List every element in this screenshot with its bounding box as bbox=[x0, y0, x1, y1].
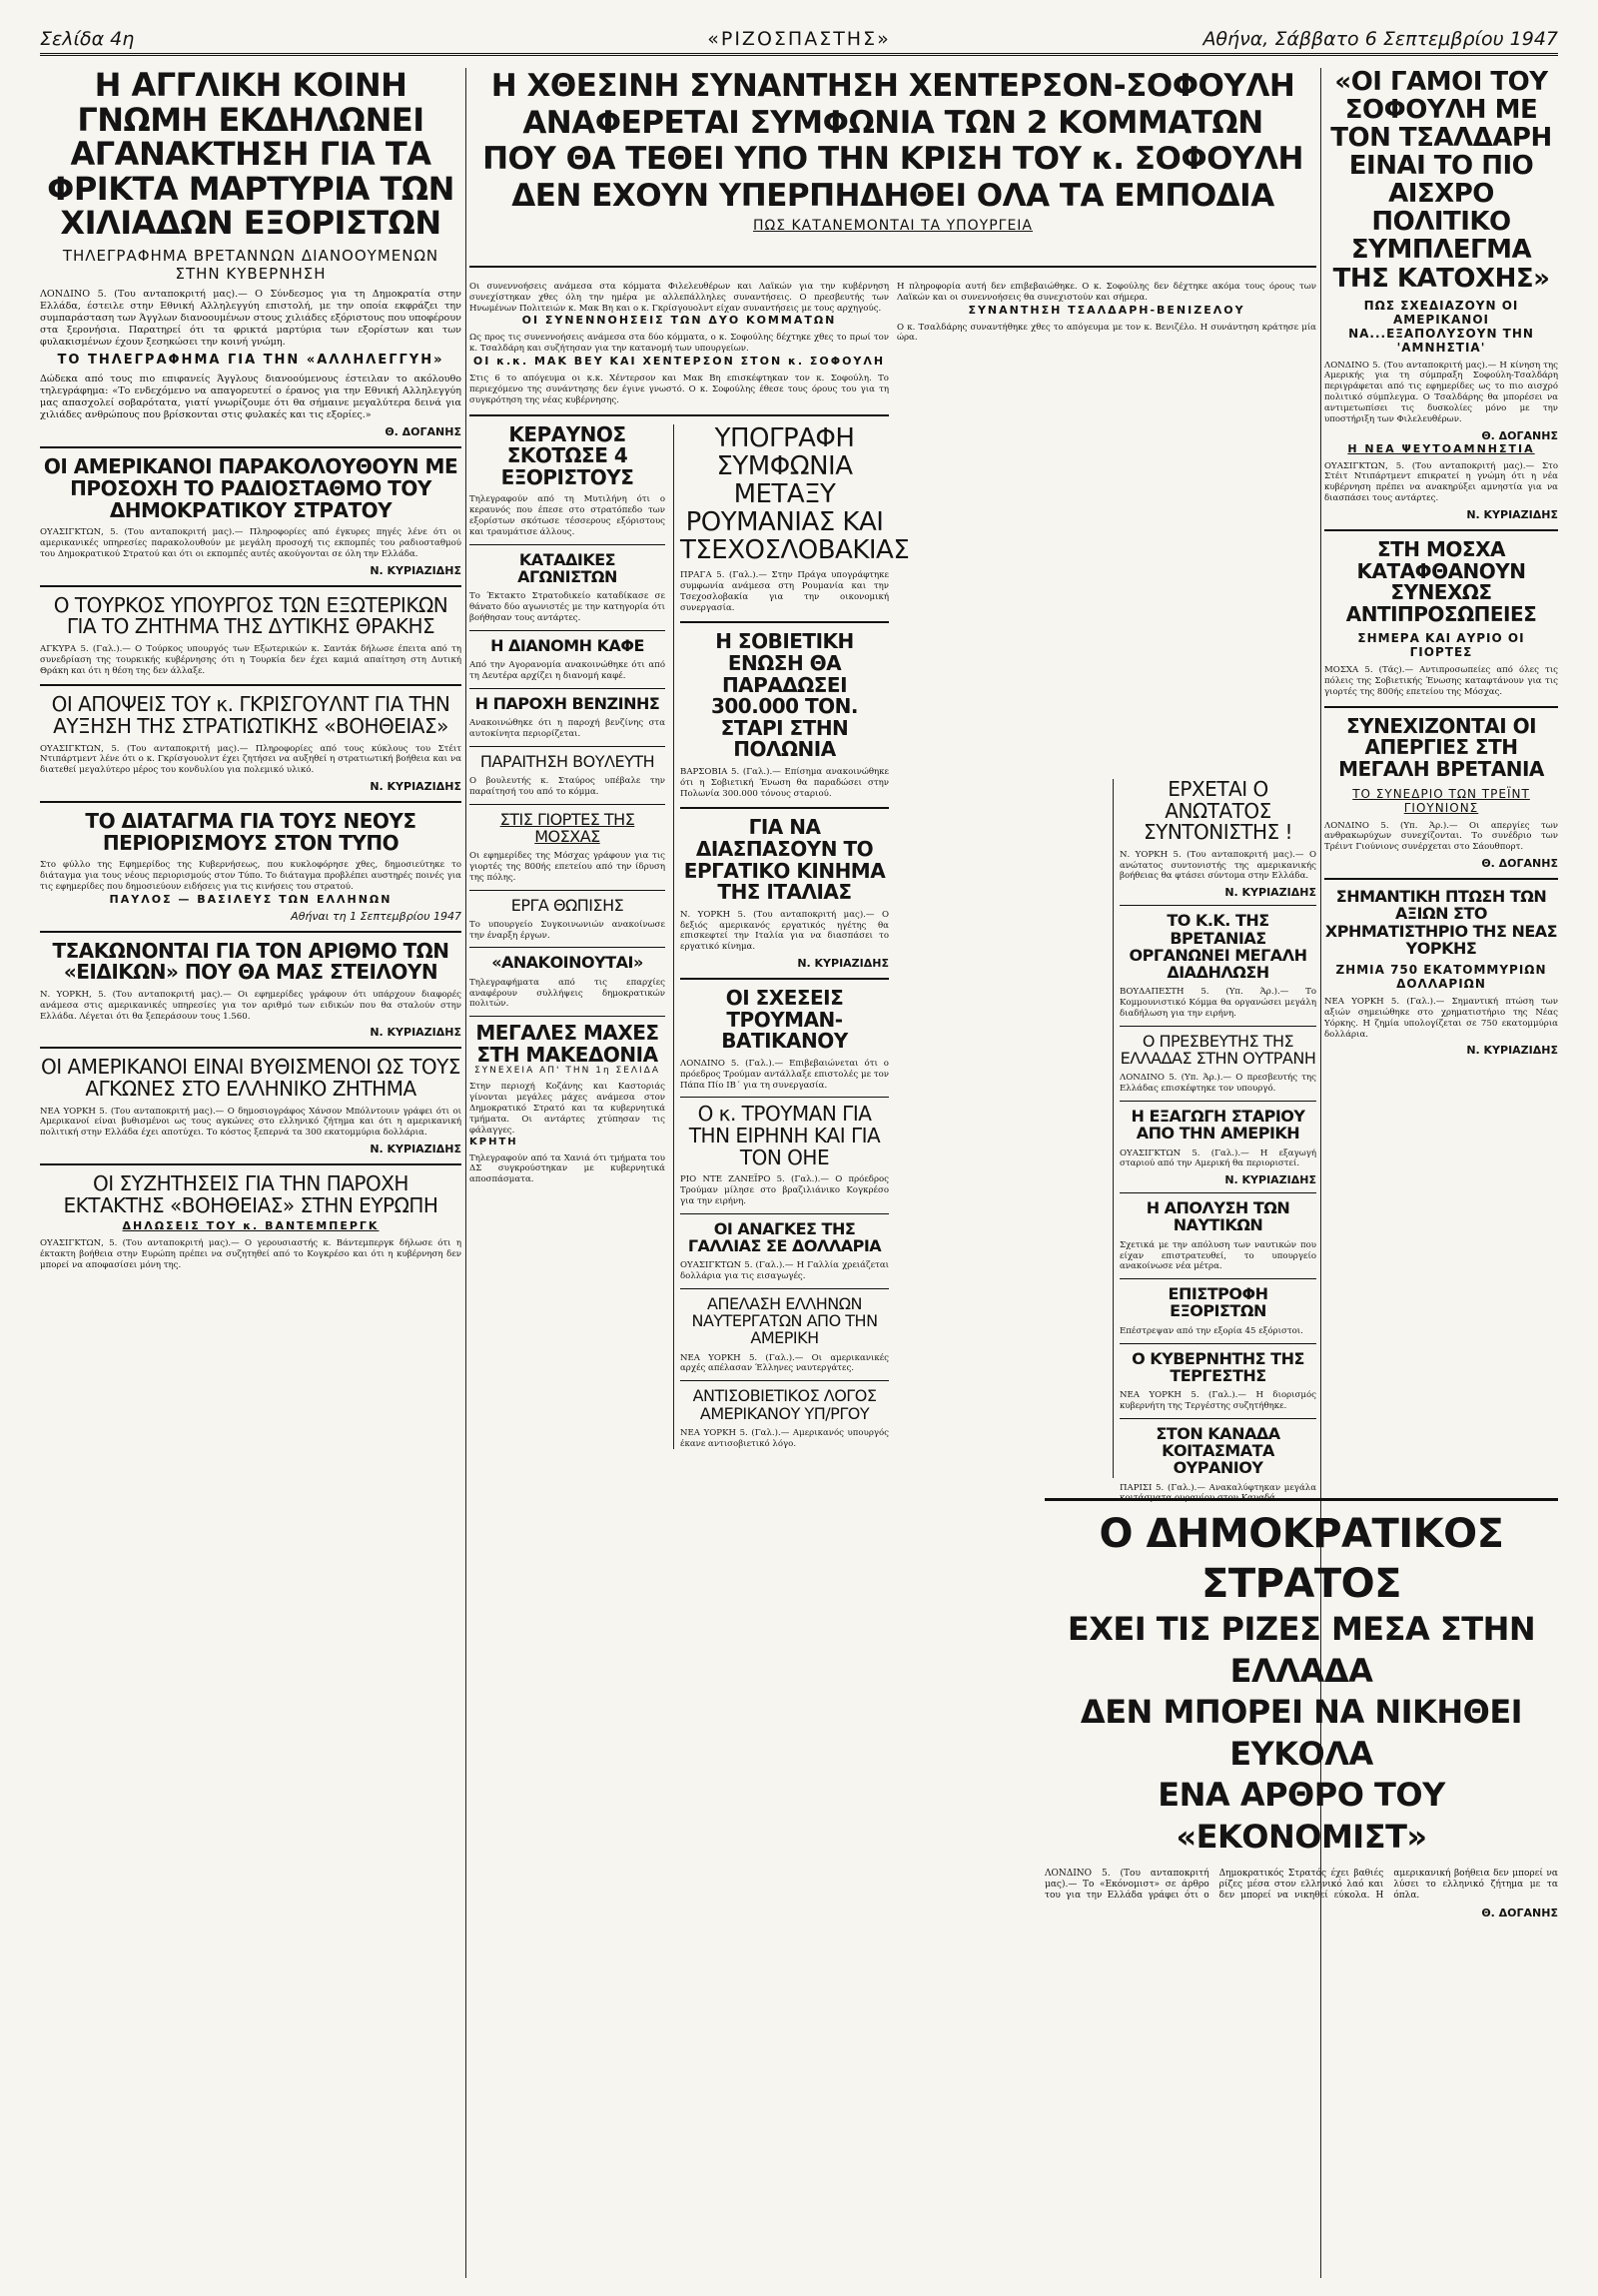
headline: ΣΤΗ ΜΟΣΧΑ ΚΑΤΑΦΘΑΝΟΥΝ ΣΥΝΕΧΩΣ ΑΝΤΙΠΡΟΣΩΠΕΙΕΣ bbox=[1345, 536, 1537, 626]
banner-line: ΠΟΥ ΘΑ ΤΕΘΕΙ ΥΠΟ ΤΗΝ ΚΡΙΣΗ ΤΟΥ κ. ΣΟΦΟΥΛΗ bbox=[482, 141, 1303, 178]
subheadline: ΣΗΜΕΡΑ ΚΑΙ ΑΥΡΙΟ ΟΙ ΓΙΟΡΤΕΣ bbox=[1357, 631, 1525, 660]
headline: ΕΠΙΣΤΡΟΦΗ ΕΞΟΡΙΣΤΩΝ bbox=[1168, 1284, 1268, 1321]
byline: Θ. ΔΟΓΑΝΗΣ bbox=[1481, 857, 1558, 871]
article-democratic-army bbox=[1045, 1498, 1558, 2277]
divider bbox=[40, 1047, 461, 1049]
divider bbox=[469, 947, 665, 948]
article-body: Τηλεγραφούν από τη Μυτιλήνη ότι ο κεραυνός που έπεσε στο στρατόπεδο των εξορίστων σκότωσε τέσσερους εξόριστους και τραυμάτισε άλλους. bbox=[469, 494, 665, 537]
article-body: ΒΟΥΔΑΠΕΣΤΗ 5. (Υπ. Άρ.).— Το Κομμουνιστικό Κόμμα θα οργανώσει μεγάλη διαδήλωση για την ειρήνη. bbox=[1120, 987, 1316, 1019]
article-body: Ως προς τις συνεννοήσεις ανάμεσα στα δύο κόμματα, ο κ. Σοφούλης δέχτηκε χθες το πρωί τον κ. Τσαλδάρη και συζήτησαν για την κατανομή των υπουργείων. bbox=[469, 333, 889, 355]
article-body: ΛΟΝΔΙΝΟ 5. (Γαλ.).— Επιβεβαιώνεται ότι ο πρόεδρος Τρούμαν αντάλλαξε επιστολές με τον Πάπα Πίο ΙΒ΄ για τη συνεργασία. bbox=[680, 1058, 889, 1091]
front-banner bbox=[469, 68, 1316, 268]
byline: Ν. ΚΥΡΙΑΖΙΔΗΣ bbox=[370, 563, 461, 577]
section-subhead: ΟΙ κ.κ. ΜΑΚ ΒΕΥ ΚΑΙ ΧΕΝΤΕΡΣΟΝ ΣΤΟΝ κ. ΣΟΦΟΥΛΗ bbox=[472, 355, 886, 369]
article-meeting-continued bbox=[469, 282, 889, 406]
headline: ΚΑΤΑΔΙΚΕΣ ΑΓΩΝΙΣΤΩΝ bbox=[517, 549, 617, 586]
section-subhead: ΟΙ ΣΥΝΕΝΝΟΗΣΕΙΣ ΤΩΝ ΔΥΟ ΚΟΜΜΑΤΩΝ bbox=[521, 314, 837, 328]
section-subhead: ΣΥΝΑΝΤΗΣΗ ΤΣΑΛΔΑΡΗ-ΒΕΝΙΖΕΛΟΥ bbox=[968, 303, 1245, 317]
divider bbox=[680, 621, 889, 623]
headline: ΜΕΓΑΛΕΣ ΜΑΧΕΣ ΣΤΗ ΜΑΚΕΔΟΝΙΑ bbox=[475, 1021, 659, 1067]
article-body: ΝΕΑ ΥΟΡΚΗ 5. (Του ανταποκριτή μας).— Ο δημοσιογράφος Χάνσον Μπόλντουιν γράφει ότι οι Αμερικανοί είναι βυθισμένοι ως τους αγκώνες στο ελληνικό ζήτημα και ότι η αμερικανική πολιτική στην Ελλάδα έχει αποτύχει. Το κόστος ξεπερνά τα 300 εκατομμύρια δολλάρια. bbox=[40, 1106, 461, 1139]
headline: ΕΧΕΙ ΤΙΣ ΡΙΖΕΣ ΜΕΣΑ ΣΤΗΝ ΕΛΛΑΔΑ bbox=[1067, 1610, 1536, 1690]
article-body: ΛΟΝΔΙΝΟ 5. (Του ανταποκριτή μας).— Ο Σύνδεσμος για τη Δημοκρατία στην Ελλάδα, έστειλε στην Εθνική Αλληλεγγύη επιστολή, με την οποία εκφράζει την συμπαράσταση των Άγγλων διανοουμένων στους χιλιάδες εξόριστους που υποφέρουν στα ξερονήσια. Παρατηρεί ότι τα φρικτά μαρτύρια των εξορίστων και των φυλακισμένων έχουν ξεσηκώσει την κοινή γνώμη. bbox=[40, 288, 461, 349]
headline: ΟΙ ΑΜΕΡΙΚΑΝΟΙ ΕΙΝΑΙ ΒΥΘΙΣΜΕΝΟΙ ΩΣ ΤΟΥΣ ΑΓΚΩΝΕΣ ΣΤΟ ΕΛΛΗΝΙΚΟ ΖΗΤΗΜΑ bbox=[41, 1055, 460, 1101]
headline: ΣΤΙΣ ΓΙΟΡΤΕΣ ΤΗΣ ΜΟΣΧΑΣ bbox=[499, 809, 635, 846]
article-body: ΟΥΑΣΙΓΚΤΩΝ, 5. (Του ανταποκριτή μας).— Στο Στέιτ Ντιπάρτμεντ επικρατεί η γνώμη ότι η νέα κυβέρνηση πρέπει να ανακηρύξει αμνηστία για να διασπάσει τους αντάρτες. bbox=[1324, 460, 1558, 504]
article-body: Το υπουργείο Συγκοινωνιών ανακοίνωσε την έναρξη έργων. bbox=[469, 919, 665, 941]
headline: ΣΥΝΕΧΙΖΟΝΤΑΙ ΟΙ ΑΠΕΡΓΙΕΣ ΣΤΗ ΜΕΓΑΛΗ ΒΡΕΤΑΝΙΑ bbox=[1338, 713, 1544, 781]
banner-line: ΑΝΑΦΕΡΕΤΑΙ ΣΥΜΦΩΝΙΑ ΤΩΝ 2 ΚΟΜΜΑΤΩΝ bbox=[522, 104, 1263, 141]
divider bbox=[680, 1213, 889, 1214]
byline: Ν. ΚΥΡΙΑΖΙΔΗΣ bbox=[1466, 1044, 1558, 1058]
headline: ΟΙ ΣΥΖΗΤΗΣΕΙΣ ΓΙΑ ΤΗΝ ΠΑΡΟΧΗ ΕΚΤΑΚΤΗΣ «ΒΟΗΘΕΙΑΣ» ΣΤΗΝ ΕΥΡΩΠΗ bbox=[63, 1171, 438, 1217]
divider bbox=[1120, 1418, 1316, 1419]
headline: «ΑΝΑΚΟΙΝΟΥΤΑΙ» bbox=[491, 953, 643, 973]
divider bbox=[1120, 1343, 1316, 1344]
banner-line: Η ΧΘΕΣΙΝΗ ΣΥΝΑΝΤΗΣΗ ΧΕΝΤΕΡΣΟΝ-ΣΟΦΟΥΛΗ bbox=[490, 68, 1295, 104]
divider bbox=[469, 804, 665, 805]
newspaper-title: «ΡΙΖΟΣΠΑΣΤΗΣ» bbox=[707, 28, 891, 50]
article-body: ΝΕΑ ΥΟΡΚΗ 5. (Γαλ.).— Αμερικανός υπουργός έκανε αντισοβιετικό λόγο. bbox=[680, 1427, 889, 1449]
column-1 bbox=[40, 68, 461, 2278]
article-body: Το Έκτακτο Στρατοδικείο καταδίκασε σε θάνατο δύο αγωνιστές με την κατηγορία ότι βοήθησαν τους αντάρτες. bbox=[469, 591, 665, 623]
article-radio bbox=[40, 456, 461, 576]
subheadline: ΖΗΜΙΑ 750 ΕΚΑΤΟΜΜΥΡΙΩΝ ΔΟΛΛΑΡΙΩΝ bbox=[1335, 963, 1547, 992]
section-subhead: ΚΡΗΤΗ bbox=[469, 1136, 518, 1148]
headline: ΠΑΡΑΙΤΗΣΗ ΒΟΥΛΕΥΤΗ bbox=[479, 751, 655, 771]
headline: ΔΕΝ ΜΠΟΡΕΙ ΝΑ ΝΙΚΗΘΕΙ ΕΥΚΟΛΑ bbox=[1080, 1693, 1523, 1773]
article-body: ΟΥΑΣΙΓΚΤΩΝ 5. (Γαλ.).— Η εξαγωγή σταριού από την Αμερική θα περιοριστεί. bbox=[1120, 1148, 1316, 1169]
decree-date: Αθήναι τη 1 Σεπτεμβρίου 1947 bbox=[291, 909, 461, 923]
divider bbox=[680, 1288, 889, 1289]
byline: Ν. ΚΥΡΙΑΖΙΔΗΣ bbox=[370, 780, 461, 794]
byline: Ν. ΚΥΡΙΑΖΙΔΗΣ bbox=[797, 957, 889, 971]
article-body: Ο κ. Τσαλδάρης συναντήθηκε χθες το απόγευμα με τον κ. Βενιζέλο. Η συνάντηση κράτησε μία ώρα. bbox=[897, 322, 1316, 344]
byline: Ν. ΚΥΡΙΑΖΙΔΗΣ bbox=[1224, 886, 1316, 900]
article-specialists bbox=[40, 938, 461, 1040]
article-body: ΛΟΝΔΙΝΟ 5. (Του ανταποκριτή μας).— Το «Εκόνομιστ» σε άρθρο του για την Ελλάδα γράφει ότι ο Δημοκρατικός Στρατός έχει βαθιές ρίζες μέσα στον ελληνικό λαό και δεν μπορεί να νικηθεί εύκολα. Η αμερικανική βοήθεια δεν μπορεί να λύσει το ελληνικό ζήτημα με τα όπλα. bbox=[1045, 1868, 1558, 1902]
divider bbox=[680, 1380, 889, 1381]
byline: Θ. ΔΟΓΑΝΗΣ bbox=[1481, 428, 1558, 442]
headline: ΣΤΟΝ ΚΑΝΑΔΑ ΚΟΙΤΑΣΜΑΤΑ ΟΥΡΑΝΙΟΥ bbox=[1156, 1423, 1280, 1478]
article-body: Στις 6 το απόγευμα οι κ.κ. Χέντερσον και Μακ Βη επισκέφτηκαν τον κ. Σοφούλη. Το περιεχόμενο της συνάντησης δεν έγινε γνωστό. Ο κ. Σοφούλης έθεσε τους όρους του για τη συγκρότηση της νέας κυβέρνησης. bbox=[469, 374, 889, 405]
column-4 bbox=[1324, 68, 1558, 1486]
banner-line: ΔΕΝ ΕΧΟΥΝ ΥΠΕΡΠΗΔΗΘΕΙ ΟΛΑ ΤΑ ΕΜΠΟΔΙΑ bbox=[511, 177, 1274, 214]
divider bbox=[469, 746, 665, 747]
headline: ΤΟ Κ.Κ. ΤΗΣ ΒΡΕΤΑΝΙΑΣ ΟΡΓΑΝΩΝΕΙ ΜΕΓΑΛΗ ΔΙΑΔΗΛΩΣΗ bbox=[1129, 911, 1307, 983]
headline: ΓΙΑ ΝΑ ΔΙΑΣΠΑΣΟΥΝ ΤΟ ΕΡΓΑΤΙΚΟ ΚΙΝΗΜΑ ΤΗΣ ΙΤΑΛΙΑΣ bbox=[683, 815, 886, 905]
article-body: Στην περιοχή Κοζάνης και Καστοριάς γίνονται μεγάλες μάχες ανάμεσα στον Δημοκρατικό Στρατό και τα κυβερνητικά τμήματα. Οι αντάρτες χτύπησαν τις φάλαγγες. bbox=[469, 1082, 665, 1136]
article-body: Από την Αγορανομία ανακοινώθηκε ότι από τη Δευτέρα αρχίζει η διανομή καφέ. bbox=[469, 660, 665, 681]
article-body: ΑΓΚΥΡΑ 5. (Γαλ.).— Ο Τούρκος υπουργός των Εξωτερικών κ. Σαντάκ δήλωσε έπειτα από τη συνεδρίαση της τουρκικής κυβέρνησης ότι η Τουρκία δεν έχει καμιά απαίτηση στη Δυτική Θράκη και ότι η θέση της δεν άλλαξε. bbox=[40, 643, 461, 676]
article-body: ΛΟΝΔΙΝΟ 5. (Του ανταποκριτή μας).— Η κίνηση της Αμερικής για τη σύμπραξη Σοφούλη-Τσαλδάρη περιγράφεται από τις εφημερίδες ως το πιο αισχρό πολιτικό σύμπλεγμα. Ο Τσαλδάρης θα μπορέσει να αντιμετωπίσει τις δυσκολίες μόνο με την υποστήριξη των Φιλελευθέρων. bbox=[1324, 360, 1558, 424]
headline: Η ΣΟΒΙΕΤΙΚΗ ΕΝΩΣΗ ΘΑ ΠΑΡΑΔΩΣΕΙ 300.000 ΤΟΝ. ΣΤΑΡΙ ΣΤΗΝ ΠΟΛΩΝΙΑ bbox=[710, 629, 859, 762]
article-body: Επέστρεψαν από την εξορία 45 εξόριστοι. bbox=[1120, 1325, 1303, 1336]
divider bbox=[680, 807, 889, 809]
divider bbox=[1120, 1278, 1316, 1279]
byline: Ν. ΚΥΡΙΑΖΙΔΗΣ bbox=[1224, 1173, 1316, 1187]
headline: ΤΣΑΚΩΝΟΝΤΑΙ ΓΙΑ ΤΟΝ ΑΡΙΘΜΟ ΤΩΝ «ΕΙΔΙΚΩΝ» ΠΟΥ ΘΑ ΜΑΣ ΣΤΕΙΛΟΥΝ bbox=[52, 938, 449, 985]
article-body: Τηλεγραφήματα από τις επαρχίες αναφέρουν συλλήψεις δημοκρατικών πολιτών. bbox=[469, 977, 665, 1010]
article-exiles bbox=[40, 68, 461, 438]
decree-signature: ΠΑΥΛΟΣ — ΒΑΣΙΛΕΥΣ ΤΩΝ ΕΛΛΗΝΩΝ bbox=[109, 892, 393, 906]
article-body: Ο βουλευτής κ. Σταύρος υπέβαλε την παραίτησή του από το κόμμα. bbox=[469, 775, 665, 797]
headline: Ο κ. ΤΡΟΥΜΑΝ ΓΙΑ ΤΗΝ ΕΙΡΗΝΗ ΚΑΙ ΓΙΑ ΤΟΝ ΟΗΕ bbox=[688, 1102, 881, 1169]
column-3-right-stack bbox=[1113, 777, 1316, 1504]
col2-left-stack bbox=[469, 421, 665, 1450]
article-body: Ν. ΥΟΡΚΗ 5. (Του ανταποκριτή μας).— Ο ανώτατος συντονιστής της αμερικανικής βοήθειας θα φτάσει σύντομα στην Ελλάδα. bbox=[1120, 849, 1316, 882]
divider bbox=[1120, 1192, 1316, 1193]
divider bbox=[469, 414, 889, 416]
article-body: ΟΥΑΣΙΓΚΤΩΝ, 5. (Του ανταποκριτή μας).— Πληροφορίες από έγκυρες πηγές λένε ότι οι αμερικανικές υπηρεσίες παρακολουθούν με μεγάλη προσοχή τις εκπομπές του ραδιοσταθμού του Δημοκρατικού Στρατού και ότι οι εκπομπές αυτές ακούγονται σε όλη την Ελλάδα. bbox=[40, 527, 461, 559]
divider bbox=[1324, 529, 1558, 531]
subheadline: ΤΟ ΣΥΝΕΔΡΙΟ ΤΩΝ ΤΡΕΪΝΤ ΓΙΟΥΝΙΟΝΣ bbox=[1352, 786, 1530, 815]
subheadline: ΠΩΣ ΣΧΕΔΙΑΖΟΥΝ ΟΙ ΑΜΕΡΙΚΑΝΟΙ ΝΑ...ΕΞΑΠΟΛΥΣΟΥΝ ΤΗΝ 'ΑΜΝΗΣΤΙΑ' bbox=[1348, 298, 1534, 355]
divider bbox=[40, 585, 461, 587]
col3-embedded-left bbox=[673, 422, 910, 1450]
banner-subhead: ΠΩΣ ΚΑΤΑΝΕΜΟΝΤΑΙ ΤΑ ΥΠΟΥΡΓΕΙΑ bbox=[752, 218, 1034, 235]
byline: Ν. ΚΥΡΙΑΖΙΔΗΣ bbox=[370, 1026, 461, 1040]
article-body: Οι συνεννοήσεις ανάμεσα στα κόμματα Φιλελευθέρων και Λαϊκών για την κυβέρνηση συνεχίστηκαν χθες όλη την ημέρα με αλλεπάλληλες συναντήσεις. Ο πρεσβευτής των Ηνωμένων Πολιτειών κ. Μακ Βη και ο κ. Γκρίσγουολντ είχαν συναντήσεις με τους αρχηγούς. bbox=[469, 282, 889, 314]
divider bbox=[40, 1163, 461, 1165]
article-body: ΟΥΑΣΙΓΚΤΩΝ, 5. (Του ανταποκριτή μας).— Ο γερουσιαστής κ. Βάντεμπεργκ δήλωσε ότι η έκτακτη βοήθεια στην Ευρώπη πρέπει να συζητηθεί από το Κογκρέσο και ότι η κυβέρνηση δεν μπορεί να αποφασίσει μόνη της. bbox=[40, 1238, 461, 1270]
page-number: Σελίδα 4η bbox=[40, 28, 135, 50]
article-body: ΝΕΑ ΥΟΡΚΗ 5. (Γαλ.).— Οι αμερικανικές αρχές απέλασαν Έλληνες ναυτεργάτες. bbox=[680, 1352, 889, 1374]
headline: Ο ΔΗΜΟΚΡΑΤΙΚΟΣ ΣΤΡΑΤΟΣ bbox=[1099, 1511, 1504, 1607]
article-body: ΜΟΣΧΑ 5. (Τάς).— Αντιπροσωπείες από όλες τις πόλεις της Σοβιετικής Ένωσης καταφτάνουν για τις γιορτές της 800ής επετείου της Μόσχας. bbox=[1324, 665, 1558, 697]
article-body: ΝΕΑ ΥΟΡΚΗ 5. (Γαλ.).— Η διορισμός κυβερνήτη της Τεργέστης συζητήθηκε. bbox=[1120, 1390, 1316, 1411]
headline: Η ΕΞΑΓΩΓΗ ΣΤΑΡΙΟΥ ΑΠΟ ΤΗΝ ΑΜΕΡΙΚΗ bbox=[1131, 1107, 1305, 1144]
byline: Ν. ΚΥΡΙΑΖΙΔΗΣ bbox=[370, 1143, 461, 1156]
article-body: ΒΑΡΣΟΒΙΑ 5. (Γαλ.).— Επίσημα ανακοινώθηκε ότι η Σοβιετική Ένωση θα παραδώσει στην Πολωνία 300.000 τόνους σταριού. bbox=[680, 766, 889, 799]
divider bbox=[469, 688, 665, 689]
headline: ΟΙ ΑΝΑΓΚΕΣ ΤΗΣ ΓΑΛΛΙΑΣ ΣΕ ΔΟΛΛΑΡΙΑ bbox=[687, 1218, 882, 1255]
article-body: Ν. ΥΟΡΚΗ, 5. (Του ανταποκριτή μας).— Οι εφημερίδες γράφουν ότι υπάρχουν διαφορές ανάμεσα στις αμερικανικές υπηρεσίες για τον αριθμό των ειδικών που θα σταλούν στην Ελλάδα. Λέγεται ότι θα ξεπεράσουν τους 1.560. bbox=[40, 989, 461, 1022]
section-subhead: Η ΝΕΑ ΨΕΥΤΟΑΜΝΗΣΤΙΑ bbox=[1347, 441, 1535, 455]
headline: Ο ΤΟΥΡΚΟΣ ΥΠΟΥΡΓΟΣ ΤΩΝ ΕΞΩΤΕΡΙΚΩΝ ΓΙΑ ΤΟ ΖΗΤΗΜΑ ΤΗΣ ΔΥΤΙΚΗΣ ΘΡΑΚΗΣ bbox=[53, 592, 448, 639]
headline: ΤΟ ΔΙΑΤΑΓΜΑ ΓΙΑ ΤΟΥΣ ΝΕΟΥΣ ΠΕΡΙΟΡΙΣΜΟΥΣ ΣΤΟΝ ΤΥΠΟ bbox=[85, 809, 416, 855]
column-2 bbox=[469, 276, 910, 2278]
divider bbox=[1324, 878, 1558, 880]
headline: Ο ΠΡΕΣΒΕΥΤΗΣ ΤΗΣ ΕΛΛΑΔΑΣ ΣΤΗΝ ΟΥΤΡΑΝΗ bbox=[1120, 1031, 1316, 1069]
article-body: ΟΥΑΣΙΓΚΤΩΝ, 5. (Του ανταποκριτή μας).— Πληροφορίες από τους κύκλους του Στέιτ Ντιπάρτμεντ λένε ότι ο κ. Γκρίσγουολντ έχει ζητήσει να αυξηθεί η στρατιωτική βοήθεια και να διατεθεί μεγαλύτερο μέρος του κονδυλίου για πολεμικό υλικό. bbox=[40, 743, 461, 776]
article-body: ΝΕΑ ΥΟΡΚΗ 5. (Γαλ.).— Σημαντική πτώση των αξιών σημειώθηκε στο χρηματιστήριο της Νέας Υόρκης. Η ζημία υπολογίζεται σε 750 εκατομμύρια δολλάρια. bbox=[1324, 997, 1558, 1040]
divider bbox=[1120, 1101, 1316, 1102]
article-griswold bbox=[40, 694, 461, 793]
headline: ΚΕΡΑΥΝΟΣ ΣΚΟΤΩΣΕ 4 ΕΞΟΡΙΣΤΟΥΣ bbox=[500, 421, 634, 489]
article-body: Δώδεκα από τους πιο επιφανείς Άγγλους διανοούμενους έστειλαν το ακόλουθο τηλεγράφημα: «Το ενδεχόμενο να απαγορευτεί ο έρανος για την Εθνική Αλληλεγγύη μας απασχολεί σοβαρότατα, γιατί γνωρίζουμε ότι θα σήμαινε μεγαλύτερα δεινά για χιλιάδες ανθρώπους που βρίσκονται στις φυλακές και τις εξορίες.» bbox=[40, 374, 461, 421]
divider bbox=[40, 684, 461, 686]
subheadline: ΤΗΛΕΓΡΑΦΗΜΑ ΒΡΕΤΑΝΝΩΝ ΔΙΑΝΟΟΥΜΕΝΩΝ ΣΤΗΝ ΚΥΒΕΡΝΗΣΗ bbox=[62, 246, 439, 283]
headline: ΕΡΧΕΤΑΙ Ο ΑΝΩΤΑΤΟΣ ΣΥΝΤΟΝΙΣΤΗΣ ! bbox=[1143, 777, 1293, 845]
byline: Ν. ΚΥΡΙΑΖΙΔΗΣ bbox=[1466, 507, 1558, 521]
article-body: Τηλεγραφούν από τα Χανιά ότι τμήματα του ΔΣ συγκρούστηκαν με κυβερνητικά αποσπάσματα. bbox=[469, 1152, 665, 1185]
headline: Ο ΚΥΒΕΡΝΗΤΗΣ ΤΗΣ ΤΕΡΓΕΣΤΗΣ bbox=[1132, 1348, 1304, 1385]
article-thrace bbox=[40, 592, 461, 677]
divider bbox=[680, 978, 889, 980]
divider bbox=[40, 931, 461, 933]
headline: ΟΙ ΑΜΕΡΙΚΑΝΟΙ ΠΑΡΑΚΟΛΟΥΘΟΥΝ ΜΕ ΠΡΟΣΟΧΗ ΤΟ ΡΑΔΙΟΣΤΑΘΜΟ ΤΟΥ ΔΗΜΟΚΡΑΤΙΚΟΥ ΣΤΡΑΤΟΥ bbox=[43, 454, 458, 522]
byline: Θ. ΔΟΓΑΝΗΣ bbox=[1481, 1906, 1558, 1919]
headline: Η ΑΓΓΛΙΚΗ ΚΟΙΝΗ ΓΝΩΜΗ ΕΚΔΗΛΩΝΕΙ ΑΓΑΝΑΚΤΗΣΗ ΓΙΑ ΤΑ ΦΡΙΚΤΑ ΜΑΡΤΥΡΙΑ ΤΩΝ ΧΙΛΙΑΔΩΝ ΕΞΟΡΙΣΤΩΝ bbox=[47, 66, 454, 243]
headline: ΥΠΟΓΡΑΦΗ ΣΥΜΦΩΝΙΑ ΜΕΤΑΞΥ ΡΟΥΜΑΝΙΑΣ ΚΑΙ ΤΣΕΧΟΣΛΟΒΑΚΙΑΣ bbox=[680, 422, 910, 565]
divider bbox=[1324, 706, 1558, 708]
article-body: ΡΙΟ ΝΤΕ ΖΑΝΕΪΡΟ 5. (Γαλ.).— Ο πρόεδρος Τρούμαν μίλησε στο βραζιλιάνικο Κογκρέσο για την ειρήνη. bbox=[680, 1174, 889, 1206]
divider bbox=[469, 1016, 665, 1017]
article-europe-aid bbox=[40, 1173, 461, 1271]
article-body: Ν. ΥΟΡΚΗ 5. (Του ανταποκριτή μας).— Ο δεξιός αμερικανός εργατικός ηγέτης θα επισκεφτεί την Ιταλία για να διασπάσει το εργατικό κίνημα. bbox=[680, 909, 889, 953]
masthead bbox=[40, 22, 1558, 56]
section-subhead: ΤΟ ΤΗΛΕΓΡΑΦΗΜΑ ΓΙΑ ΤΗΝ «ΑΛΛΗΛΕΓΓΥΗ» bbox=[57, 353, 444, 369]
article-body: Στο φύλλο της Εφημερίδος της Κυβερνήσεως, που κυκλοφόρησε χθες, δημοσιεύτηκε το διάταγμα για τους νέους περιορισμούς στον Τύπο. Το διάταγμα προβλέπει αυστηρές ποινές για τις εφημερίδες που δημοσιεύουν ειδήσεις για τις κινήσεις του στρατού. bbox=[40, 860, 461, 892]
article-body: ΠΑΡΙΣΙ 5. (Γαλ.).— Ανακαλύφτηκαν μεγάλα κοιτάσματα ουρανίου στον Καναδά. bbox=[1120, 1482, 1316, 1504]
headline: ΕΡΓΑ ΘΩΠΙΣΗΣ bbox=[510, 895, 624, 915]
headline: ΟΙ ΣΧΕΣΕΙΣ ΤΡΟΥΜΑΝ-ΒΑΤΙΚΑΝΟΥ bbox=[721, 986, 848, 1054]
divider bbox=[469, 630, 665, 631]
section-subhead: ΣΥΝΕΧΕΙΑ ΑΠ' ΤΗΝ 1η ΣΕΛΙΔΑ bbox=[473, 1066, 661, 1077]
column-rule bbox=[465, 68, 466, 2278]
divider bbox=[40, 801, 461, 803]
divider bbox=[1120, 1026, 1316, 1027]
article-press-decree bbox=[40, 811, 461, 923]
col2-lower bbox=[469, 421, 910, 1450]
headline: Η ΑΠΟΛΥΣΗ ΤΩΝ ΝΑΥΤΙΚΩΝ bbox=[1146, 1198, 1290, 1235]
headline: ΕΝΑ ΑΡΘΡΟ ΤΟΥ «ΕΚΟΝΟΜΙΣΤ» bbox=[1158, 1776, 1445, 1856]
article-body: ΛΟΝΔΙΝΟ 5. (Υπ. Άρ.).— Ο πρεσβευτής της Ελλάδας επισκέφτηκε τον υπουργό. bbox=[1120, 1073, 1316, 1095]
divider bbox=[469, 890, 665, 891]
issue-date: Αθήνα, Σάββατο 6 Σεπτεμβρίου 1947 bbox=[1202, 28, 1558, 50]
divider bbox=[680, 1097, 889, 1098]
headline: ΑΝΤΙΣΟΒΙΕΤΙΚΟΣ ΛΟΓΟΣ ΑΜΕΡΙΚΑΝΟΥ ΥΠ/ΡΓΟΥ bbox=[692, 1386, 877, 1423]
article-body: Οι εφημερίδες της Μόσχας γράφουν για τις γιορτές της 800ής επετείου από την ίδρυση της πόλης. bbox=[469, 851, 665, 883]
section-subhead: ΔΗΛΩΣΕΙΣ ΤΟΥ κ. ΒΑΝΤΕΜΠΕΡΓΚ bbox=[122, 1219, 380, 1233]
article-body: ΟΥΑΣΙΓΚΤΩΝ 5. (Γαλ.).— Η Γαλλία χρειάζεται δολλάρια για τις εισαγωγές. bbox=[680, 1260, 889, 1281]
article-americans-greek-issue bbox=[40, 1057, 461, 1155]
headline: «ΟΙ ΓΑΜΟΙ ΤΟΥ ΣΟΦΟΥΛΗ ΜΕ ΤΟΝ ΤΣΑΛΔΑΡΗ ΕΙΝΑΙ ΤΟ ΠΙΟ ΑΙΣΧΡΟ ΠΟΛΙΤΙΚΟ ΣΥΜΠΛΕΓΜΑ ΤΗΣ ΚΑΤΟΧΗΣ» bbox=[1330, 67, 1552, 294]
article-body: Η πληροφορία αυτή δεν επιβεβαιώθηκε. Ο κ. Σοφούλης δεν δέχτηκε ακόμα τους όρους των Λαϊκών και οι συνεννοήσεις θα συνεχιστούν και σήμερα. bbox=[897, 282, 1316, 303]
article-body: Ανακοινώθηκε ότι η παροχή βενζίνης στα αυτοκίνητα περιορίζεται. bbox=[469, 717, 665, 739]
byline: Θ. ΔΟΓΑΝΗΣ bbox=[385, 425, 461, 439]
headline: Η ΔΙΑΝΟΜΗ ΚΑΦΕ bbox=[490, 635, 644, 655]
divider bbox=[40, 446, 461, 448]
divider bbox=[1120, 905, 1316, 906]
headline: ΣΗΜΑΝΤΙΚΗ ΠΤΩΣΗ ΤΩΝ ΑΞΙΩΝ ΣΤΟ ΧΡΗΜΑΤΙΣΤΗΡΙΟ ΤΗΣ ΝΕΑΣ ΥΟΡΚΗΣ bbox=[1324, 887, 1558, 958]
headline: ΟΙ ΑΠΟΨΕΙΣ ΤΟΥ κ. ΓΚΡΙΣΓΟΥΛΝΤ ΓΙΑ ΤΗΝ ΑΥΞΗΣΗ ΤΗΣ ΣΤΡΑΤΙΩΤΙΚΗΣ «ΒΟΗΘΕΙΑΣ» bbox=[51, 692, 450, 738]
headline: Η ΠΑΡΟΧΗ ΒΕΝΖΙΝΗΣ bbox=[474, 693, 660, 713]
article-body: ΠΡΑΓΑ 5. (Γαλ.).— Στην Πράγα υπογράφτηκε συμφωνία ανάμεσα στη Ρουμανία και την Τσεχοσλοβακία για την οικονομική συνεργασία. bbox=[680, 570, 889, 613]
divider bbox=[469, 544, 665, 545]
article-body: ΛΟΝΔΙΝΟ 5. (Υπ. Άρ.).— Οι απεργίες των ανθρακωρύχων συνεχίζονται. Το συνέδριο των Τρέιντ Γιούνιονς συνέρχεται στο Σάουθπορτ. bbox=[1324, 820, 1558, 853]
headline: ΑΠΕΛΑΣΗ ΕΛΛΗΝΩΝ ΝΑΥΤΕΡΓΑΤΩΝ ΑΠΟ ΤΗΝ ΑΜΕΡΙΚΗ bbox=[691, 1293, 878, 1348]
article-body: Σχετικά με την απόλυση των ναυτικών που είχαν επιστρατευθεί, το υπουργείο ανακοίνωσε νέα μέτρα. bbox=[1120, 1239, 1316, 1272]
